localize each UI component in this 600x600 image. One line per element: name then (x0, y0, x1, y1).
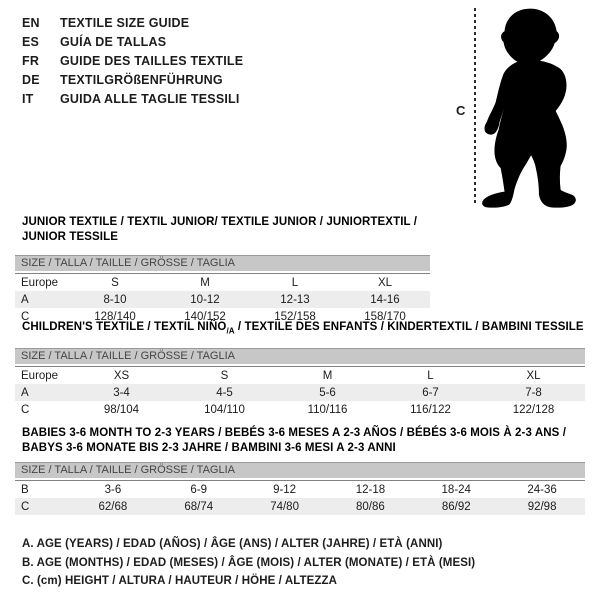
note-height-cm: C. (cm) HEIGHT / ALTURA / HAUTEUR / HÖHE / ALTEZZA (22, 575, 338, 587)
note-age-months: B. AGE (MONTHS) / EDAD (MESES) / ÂGE (MOIS) / ALTER (MONATE) / ETÀ (MESI) (22, 556, 476, 569)
cell: 6-7 (422, 386, 439, 399)
lang-label: GUIDE DES TAILLES TEXTILE (60, 53, 244, 68)
lang-code: FR (22, 53, 40, 68)
cell: 140/152 (184, 310, 226, 323)
baby-silhouette-icon (478, 4, 596, 212)
cell: 10-12 (190, 293, 220, 306)
table-row (15, 481, 585, 498)
cell: 80/86 (356, 500, 385, 513)
cell: 5-6 (319, 386, 336, 399)
cell: 8-10 (103, 293, 127, 306)
cell: 86/92 (441, 500, 471, 513)
note-age-years: A. AGE (YEARS) / EDAD (AÑOS) / ÂGE (ANS) / ALTER (JAHRE) / ETÀ (ANNI) (22, 538, 443, 550)
cell: 4-5 (216, 386, 233, 399)
cell: 62/68 (98, 500, 128, 513)
cell: XL (377, 276, 393, 289)
lang-code: IT (22, 91, 34, 106)
row-label: C (21, 403, 30, 416)
babies-textile-table (15, 426, 585, 515)
table-row (15, 291, 430, 308)
cell: S (111, 276, 119, 289)
row-label: B (21, 483, 29, 496)
cell: M (322, 369, 333, 382)
table-title-line1: BABIES 3-6 MONTH TO 2-3 YEARS / BEBÉS 3-6 MESES A 2-3 AÑOS / BÉBÉS 3-6 MOIS À 2-3 ANS / (22, 427, 566, 439)
cell: L (291, 276, 299, 289)
lang-row-en (22, 13, 243, 32)
cell: 110/116 (307, 403, 348, 416)
baby-height-figure (440, 0, 600, 215)
title-subscript: /A (226, 326, 235, 336)
cell: 158/170 (364, 310, 406, 323)
cell: 3-4 (113, 386, 130, 399)
size-header-bar: SIZE / TALLA / TAILLE / GRÖSSE / TAGLIA (15, 348, 585, 364)
cell: 3-6 (104, 483, 122, 496)
row-label: Europe (21, 369, 59, 382)
row-label: C (21, 500, 30, 513)
lang-label: GUÍA DE TALLAS (60, 34, 167, 49)
cell: 6-9 (190, 483, 208, 496)
row-label: A (21, 386, 29, 399)
cell: 7-8 (525, 386, 542, 399)
table-row (15, 384, 585, 401)
cell: 122/128 (512, 403, 555, 416)
cell: 12-13 (280, 293, 310, 306)
table-row (15, 274, 430, 291)
table-title (22, 320, 585, 338)
cell: 12-18 (355, 483, 386, 496)
children-textile-table (15, 320, 585, 418)
cell: 74/80 (270, 500, 299, 513)
cell: S (220, 369, 229, 382)
junior-textile-table (15, 215, 430, 325)
table-row (15, 367, 585, 384)
height-dashed-line (474, 8, 476, 206)
cell: 9-12 (273, 483, 297, 496)
cell: 152/158 (274, 310, 316, 323)
cell: 98/104 (103, 403, 140, 416)
cell: XS (113, 369, 130, 382)
table-row (15, 498, 585, 515)
size-header-bar: SIZE / TALLA / TAILLE / GRÖSSE / TAGLIA (15, 255, 430, 271)
lang-code: EN (22, 15, 40, 30)
cell: 24-36 (527, 483, 557, 496)
cell: 14-16 (370, 293, 400, 306)
title-part: / TEXTILE DES ENFANTS / KINDERTEXTIL / BAMBINI TESSILE (234, 321, 584, 333)
cell: M (200, 276, 210, 289)
lang-label: TEXTILGRÖßENFÜHRUNG (60, 72, 223, 87)
height-measure-label: C (456, 103, 466, 118)
lang-code: DE (22, 72, 40, 87)
cell: 116/122 (410, 403, 451, 416)
table-title-line2: BABYS 3-6 MONATE BIS 2-3 JAHRE / BAMBINI 3-6 MESI A 2-3 ANNI (22, 442, 396, 454)
cell: L (427, 369, 434, 382)
cell: 18-24 (441, 483, 471, 496)
lang-code: ES (22, 34, 40, 49)
language-title-list (22, 13, 243, 108)
table-row (15, 401, 585, 418)
lang-row-fr (22, 51, 243, 70)
cell: 68/74 (184, 500, 214, 513)
size-header-bar: SIZE / TALLA / TAILLE / GRÖSSE / TAGLIA (15, 462, 585, 478)
cell: 92/98 (527, 500, 557, 513)
table-title: JUNIOR TEXTILE / TEXTIL JUNIOR/ TEXTILE JUNIOR / JUNIORTEXTIL / JUNIOR TESSILE (22, 216, 418, 243)
cell: 128/140 (94, 310, 136, 323)
lang-label: GUIDA ALLE TAGLIE TESSILI (60, 91, 240, 106)
row-label: Europe (21, 276, 59, 289)
row-label: C (21, 310, 30, 323)
title-part: CHILDREN'S TEXTILE / TEXTIL NIÑO (22, 321, 227, 333)
legend-notes (22, 535, 475, 591)
row-label: A (21, 293, 29, 306)
lang-row-es (22, 32, 243, 51)
lang-row-de (22, 70, 243, 89)
lang-label: TEXTILE SIZE GUIDE (60, 15, 190, 30)
cell: 104/110 (204, 403, 245, 416)
cell: XL (526, 369, 541, 382)
lang-row-it (22, 89, 243, 108)
